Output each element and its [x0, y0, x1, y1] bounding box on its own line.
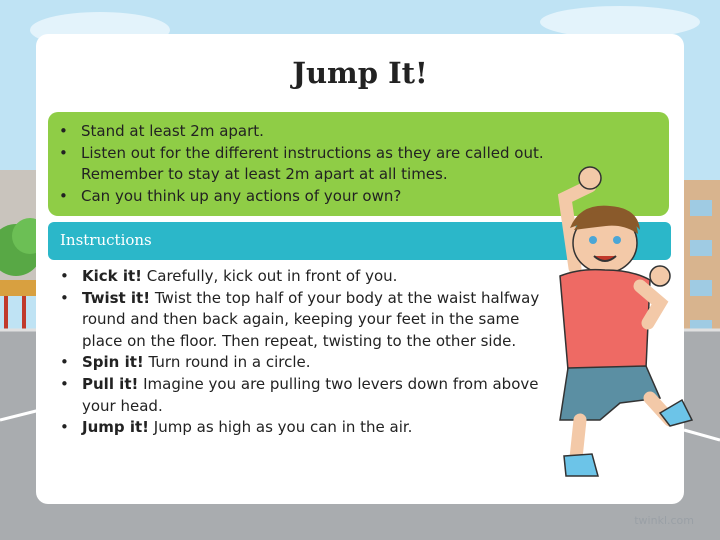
instruction-text: Turn round in a circle. [148, 353, 311, 372]
instruction-item [58, 374, 544, 417]
instruction-name: Pull it! [82, 374, 139, 393]
instruction-item [58, 417, 544, 439]
instruction-item [58, 266, 544, 288]
rule-item: • Can you think up any actions of your own? [57, 186, 617, 208]
instruction-text: Twist the top half of your body at the waist halfway round and then back again, keeping your feet in the same place on the floor. Then repeat, twisting to the other side. [82, 288, 540, 350]
instruction-name: Jump it! [82, 418, 150, 437]
boy-jumping-illustration [520, 158, 700, 488]
brand-logo: twinkl.com [634, 514, 694, 527]
instruction-text: Carefully, kick out in front of you. [146, 267, 398, 285]
rule-item: • Stand at least 2m apart. [57, 121, 617, 143]
instructions-heading: Instructions [60, 231, 152, 249]
instruction-name: Spin it! [82, 353, 144, 372]
page-title: Jump It! [292, 56, 428, 90]
rule-item: • Listen out for the different instructions as they are called out. Remember to stay at least 2m apart at all times. [57, 143, 617, 186]
instruction-item [58, 288, 544, 353]
instruction-item [58, 352, 544, 374]
instruction-name: Kick it! [82, 267, 143, 285]
instruction-text: Jump as high as you can in the air. [153, 418, 413, 437]
instruction-name: Twist it! [82, 288, 151, 307]
instruction-text: Imagine you are pulling two levers down from above your head. [82, 374, 539, 415]
instructions-list [58, 266, 544, 439]
